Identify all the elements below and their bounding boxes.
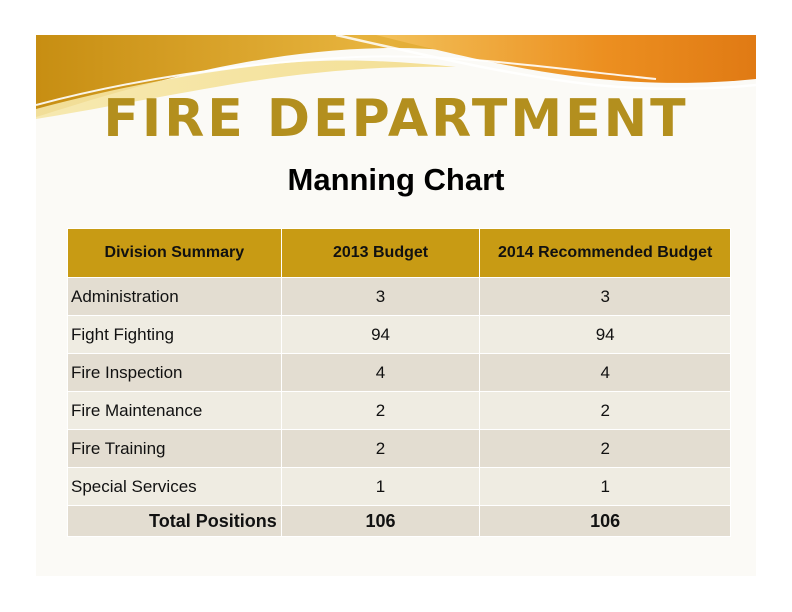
division-name: Fire Maintenance (68, 392, 282, 430)
division-name: Special Services (68, 468, 282, 506)
budget-2013-value: 4 (281, 354, 480, 392)
table-row (68, 316, 731, 354)
budget-2014-value: 2 (480, 392, 731, 430)
budget-2014-value: 94 (480, 316, 731, 354)
table-header-row (68, 229, 731, 278)
column-header-2013-budget: 2013 Budget (281, 229, 480, 278)
table-row (68, 430, 731, 468)
budget-2013-value: 3 (281, 278, 480, 316)
budget-2014-value: 3 (480, 278, 731, 316)
manning-table (67, 228, 731, 537)
budget-2013-value: 94 (281, 316, 480, 354)
budget-2014-value: 2 (480, 430, 731, 468)
total-row (68, 506, 731, 537)
slide (36, 35, 756, 576)
division-name: Fire Inspection (68, 354, 282, 392)
table-row (68, 392, 731, 430)
page-subtitle: Manning Chart (287, 162, 505, 197)
budget-2014-value: 4 (480, 354, 731, 392)
budget-2013-value: 1 (281, 468, 480, 506)
table-row (68, 354, 731, 392)
division-name: Fire Training (68, 430, 282, 468)
division-name: Administration (68, 278, 282, 316)
budget-2014-value: 1 (480, 468, 731, 506)
total-2013-value: 106 (281, 506, 480, 537)
total-positions-label: Total Positions (68, 506, 282, 537)
page-title: FIRE DEPARTMENT (103, 89, 689, 149)
division-name: Fight Fighting (68, 316, 282, 354)
total-2014-value: 106 (480, 506, 731, 537)
budget-2013-value: 2 (281, 430, 480, 468)
budget-2013-value: 2 (281, 392, 480, 430)
table-row (68, 278, 731, 316)
column-header-2014-recommended: 2014 Recommended Budget (480, 229, 731, 278)
table-row (68, 468, 731, 506)
column-header-division: Division Summary (68, 229, 282, 278)
